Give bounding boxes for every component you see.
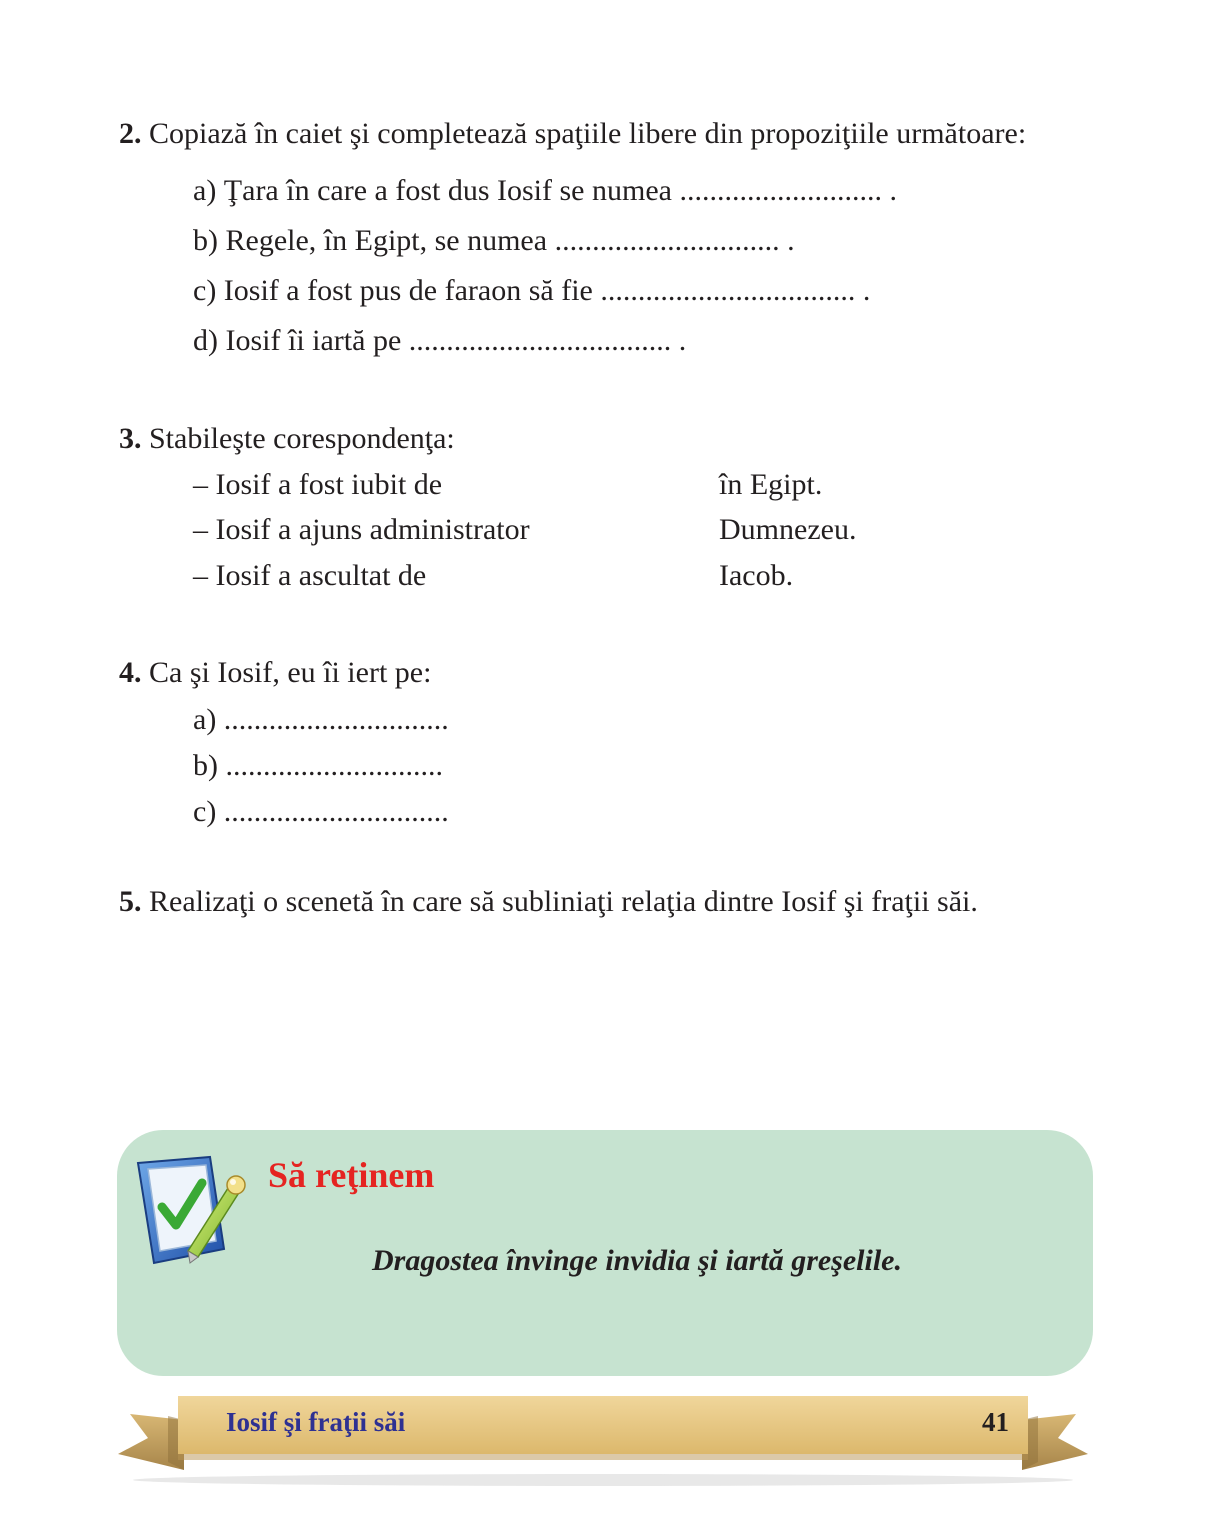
exercise-5-prompt xyxy=(119,884,978,920)
exercise-4-prompt xyxy=(119,655,431,691)
exercise-2-item-c: c) Iosif a fost pus de faraon să fie .................................. . xyxy=(193,274,871,307)
exercise-2-text: Copiază în caiet şi completează spaţiile libere din propoziţiile următoare: xyxy=(149,117,1027,150)
exercise-5-number: 5. xyxy=(119,885,142,918)
match-left-2: – Iosif a ajuns administrator xyxy=(193,513,530,546)
exercise-2-number: 2. xyxy=(119,117,142,150)
exercise-4-item-c: c) .............................. xyxy=(193,795,449,828)
page-number: 41 xyxy=(982,1407,1009,1437)
exercise-4-item-a: a) .............................. xyxy=(193,703,449,736)
exercise-5-text: Realizaţi o scenetă în care să subliniaţi relaţia dintre Iosif şi fraţii săi. xyxy=(149,885,978,918)
exercise-3-prompt xyxy=(119,421,455,457)
exercise-4-item-b: b) ............................. xyxy=(193,749,443,782)
exercise-2-item-d: d) Iosif îi iartă pe ................................... . xyxy=(193,324,687,357)
match-right-1: în Egipt. xyxy=(719,468,823,501)
match-left-3: – Iosif a ascultat de xyxy=(193,559,427,592)
match-left-1: – Iosif a fost iubit de xyxy=(193,468,443,501)
match-right-3: Iacob. xyxy=(719,559,794,592)
exercise-3-text: Stabileşte corespondenţa: xyxy=(149,422,455,455)
exercise-4-text: Ca şi Iosif, eu îi iert pe: xyxy=(149,656,432,689)
exercise-2-item-b: b) Regele, în Egipt, se numea .............................. . xyxy=(193,224,795,257)
footer-title: Iosif şi fraţii săi xyxy=(226,1407,406,1437)
match-right-2: Dumnezeu. xyxy=(719,513,857,546)
exercise-2-item-a: a) Ţara în care a fost dus Iosif se numea ........................... . xyxy=(193,174,897,207)
notebook-check-pen-icon xyxy=(132,1155,252,1267)
retain-title: Să reţinem xyxy=(268,1155,435,1195)
exercise-2-prompt xyxy=(119,116,1026,152)
exercise-3-number: 3. xyxy=(119,422,142,455)
retain-text: Dragostea învinge invidia şi iartă greşelile. xyxy=(372,1244,902,1277)
exercise-4-number: 4. xyxy=(119,656,142,689)
